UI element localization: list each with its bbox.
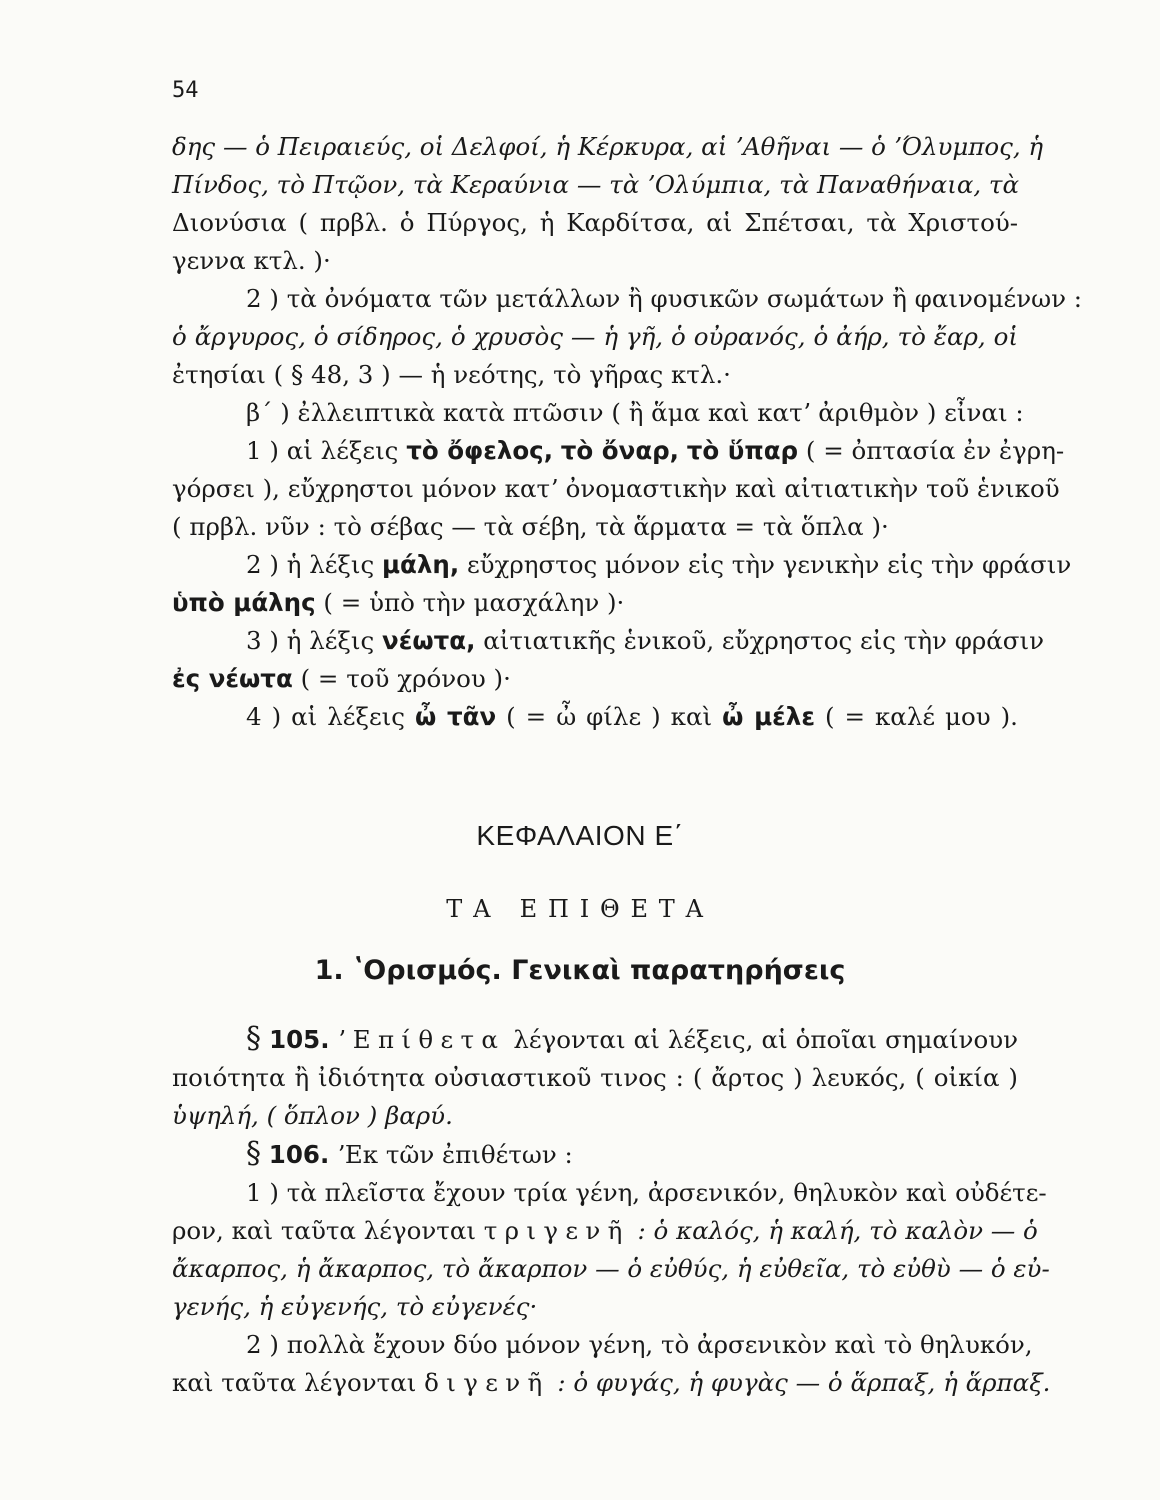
section-title: ΤΑ ΕΠΙΘΕΤΑ — [446, 895, 714, 923]
bold-term: ὦ τᾶν — [414, 702, 497, 731]
text-line — [172, 584, 1018, 622]
bold-term: μάλη, — [382, 550, 460, 579]
text-line: 2 ) πολλὰ ἔχουν δύο μόνον γένη, τὸ ἀρσενικὸν καὶ τὸ θηλυκόν, — [246, 1330, 1033, 1359]
bold-term: τὸ ὄφελος, — [406, 436, 553, 465]
text-span: ( = ὀπτασία ἐν ἐγρη- — [805, 436, 1065, 465]
text-line — [172, 1212, 1038, 1250]
text-span: ( = ὑπὸ τὴν μασχάλην )· — [323, 588, 625, 617]
spaced-term: ʼΕπίθετα — [337, 1025, 506, 1054]
section-heading: 1. ʽΟρισμός. Γενικαὶ παρατηρήσεις — [314, 955, 846, 986]
bold-term: ὦ μέλε — [722, 702, 815, 731]
text-span: ʼΕκ τῶν ἐπιθέτων : — [337, 1140, 573, 1169]
paragraph-number: 105. — [269, 1025, 330, 1054]
bold-term: νέωτα, — [382, 626, 476, 655]
text-span: : ὁ φυγάς, ἡ φυγὰς — ὁ ἅρπαξ, ἡ ἅρπαξ. — [557, 1368, 1051, 1397]
text-line: δης — ὁ Πειραιεύς, οἱ Δελφοί, ἡ Κέρκυρα, αἱ ʼΑθῆναι — ὁ ʼΌλυμπος, ἡ — [172, 132, 1044, 161]
text-block-top — [172, 128, 1083, 736]
bold-term: ἐς νέωτα — [172, 664, 293, 693]
text-line — [172, 660, 1018, 698]
text-line — [172, 622, 1045, 660]
text-span: 2 ) ἡ λέξις — [246, 550, 375, 579]
text-line — [172, 432, 1065, 470]
text-span: 3 ) ἡ λέξις — [246, 626, 375, 655]
text-line — [172, 1364, 1051, 1402]
section-sign: § — [246, 1021, 261, 1056]
spaced-term: διγενῆ — [424, 1368, 550, 1397]
text-line: ἐτησίαι ( § 48, 3 ) — ἡ νεότης, τὸ γῆρας κτλ.· — [172, 360, 731, 389]
text-line: Πίνδος, τὸ Πτῷον, τὰ Κεραύνια — τὰ ʼΟλύμπια, τὰ Παναθήναια, τὰ — [172, 170, 1020, 199]
text-span: ( = τοῦ χρόνου )· — [300, 664, 511, 693]
text-span: εὔχρηστος μόνον εἰς τὴν γενικὴν εἰς τὴν φράσιν — [466, 550, 1072, 579]
text-span: καὶ ταῦτα λέγονται — [172, 1368, 417, 1397]
text-line: γεννα κτλ. )· — [172, 246, 331, 275]
text-line: ἄκαρπος, ἡ ἄκαρπος, τὸ ἄκαρπον — ὁ εὐθύς, ἡ εὐθεῖα, τὸ εὐθὺ — ὁ εὐ- — [172, 1254, 1050, 1283]
text-span: : ὁ καλός, ἡ καλή, τὸ καλὸν — ὁ — [637, 1216, 1038, 1245]
bold-term: ὑπὸ μάλης — [172, 588, 316, 617]
text-line: ὑψηλή, ( ὅπλον ) βαρύ. — [172, 1101, 453, 1130]
spaced-term: τριγενῆ — [483, 1216, 630, 1245]
bold-term: τὸ ὕπαρ — [686, 436, 799, 465]
text-line — [172, 1020, 1018, 1059]
text-span: 4 ) αἱ λέξεις — [246, 702, 405, 731]
section-sign: § — [246, 1136, 261, 1171]
text-line — [172, 546, 1072, 584]
text-line: γόρσει ), εὔχρηστοι μόνον κατʼ ὀνομαστικὴν καὶ αἰτιατικὴν τοῦ ἑνικοῦ — [172, 474, 1060, 503]
text-span: ( = ὦ φίλε ) καὶ — [506, 702, 713, 731]
text-line — [172, 1135, 1018, 1174]
text-block-bottom — [172, 1020, 1051, 1402]
text-line: ποιότητα ἢ ἰδιότητα οὐσιαστικοῦ τινος : ( ἄρτος ) λευκός, ( οἰκία ) — [172, 1063, 1018, 1092]
text-span: 1 ) αἱ λέξεις — [246, 436, 399, 465]
text-span: λέγονται αἱ λέξεις, αἱ ὁποῖαι σημαίνουν — [513, 1025, 1018, 1054]
text-span: ( = καλέ μου ). — [824, 702, 1018, 731]
text-line — [172, 698, 1018, 736]
page-number: 54 — [172, 78, 199, 103]
text-span: ρον, καὶ ταῦτα λέγονται — [172, 1216, 476, 1245]
text-line: 2 ) τὰ ὀνόματα τῶν μετάλλων ἢ φυσικῶν σωμάτων ἢ φαινομένων : — [246, 284, 1083, 313]
chapter-title: ΚΕΦΑΛΑΙΟΝ Ε΄ — [476, 820, 684, 851]
text-line: β΄ ) ἐλλειπτικὰ κατὰ πτῶσιν ( ἢ ἅμα καὶ κατʼ ἀριθμὸν ) εἶναι : — [246, 398, 1024, 427]
bold-term: τὸ ὄναρ, — [560, 436, 679, 465]
text-line: γενής, ἡ εὐγενής, τὸ εὐγενές· — [172, 1292, 538, 1321]
text-line: Διονύσια ( πρβλ. ὁ Πύργος, ἡ Καρδίτσα, αἱ Σπέτσαι, τὰ Χριστού- — [172, 208, 1018, 237]
text-line: 1 ) τὰ πλεῖστα ἔχουν τρία γένη, ἀρσενικόν, θηλυκὸν καὶ οὐδέτε- — [246, 1178, 1047, 1207]
text-line: ὁ ἄργυρος, ὁ σίδηρος, ὁ χρυσὸς — ἡ γῆ, ὁ οὐρανός, ὁ ἀήρ, τὸ ἔαρ, οἱ — [172, 322, 1018, 351]
paragraph-number: 106. — [268, 1140, 330, 1169]
text-line: ( πρβλ. νῦν : τὸ σέβας — τὰ σέβη, τὰ ἅρματα = τὰ ὅπλα )· — [172, 512, 889, 541]
text-span: αἰτιατικῆς ἑνικοῦ, εὔχρηστος εἰς τὴν φράσιν — [483, 626, 1045, 655]
